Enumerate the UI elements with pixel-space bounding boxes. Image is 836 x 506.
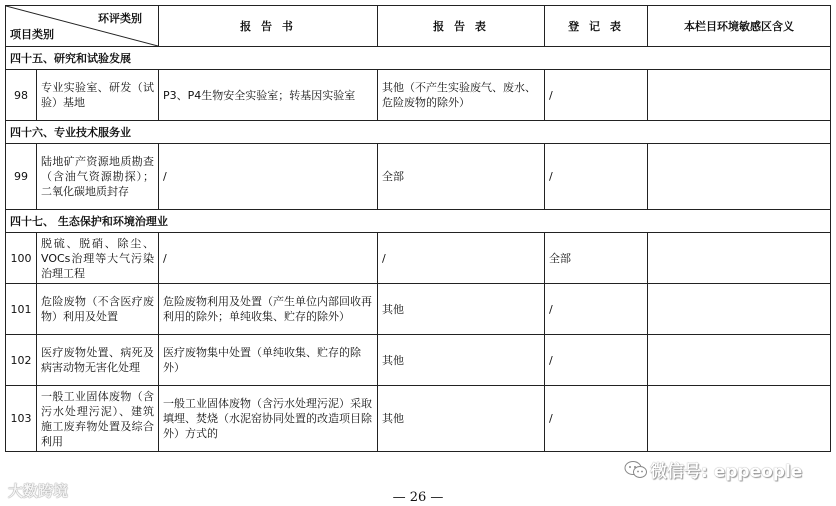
row-report: 医疗废物集中处置（单纯收集、贮存的除外） xyxy=(159,335,378,386)
header-form: 报 告 表 xyxy=(378,6,545,47)
row-project: 脱硫、脱硝、除尘、VOCs治理等大气污染治理工程 xyxy=(37,233,159,284)
row-report: 危险废物利用及处置（产生单位内部回收再利用的除外；单纯收集、贮存的除外） xyxy=(159,284,378,335)
row-report: P3、P4生物安全实验室；转基因实验室 xyxy=(159,70,378,121)
row-sensitive xyxy=(648,144,831,210)
corner-header-cell xyxy=(6,6,159,47)
wechat-icon xyxy=(624,460,648,485)
row-project: 医疗废物处置、病死及病害动物无害化处理 xyxy=(37,335,159,386)
section-title: 四十七、 生态保护和环境治理业 xyxy=(6,210,831,233)
row-register: / xyxy=(545,386,648,452)
row-project: 危险废物（不含医疗废物）利用及处置 xyxy=(37,284,159,335)
row-project: 专业实验室、研发（试验）基地 xyxy=(37,70,159,121)
header-sensitive: 本栏目环境敏感区含义 xyxy=(648,6,831,47)
row-form: 其他 xyxy=(378,284,545,335)
watermark-left: 大数跨境 xyxy=(8,482,69,500)
row-form: 其他 xyxy=(378,335,545,386)
table-row xyxy=(6,386,831,452)
section-title: 四十六、专业技术服务业 xyxy=(6,121,831,144)
header-register: 登 记 表 xyxy=(545,6,648,47)
row-register: / xyxy=(545,70,648,121)
corner-bottom-left-label: 项目类别 xyxy=(10,28,54,41)
row-number: 100 xyxy=(6,233,37,284)
row-form: / xyxy=(378,233,545,284)
row-form: 全部 xyxy=(378,144,545,210)
row-sensitive xyxy=(648,386,831,452)
table-row xyxy=(6,335,831,386)
eia-category-table xyxy=(5,5,831,452)
row-number: 99 xyxy=(6,144,37,210)
row-project: 陆地矿产资源地质勘查（含油气资源勘探）；二氧化碳地质封存 xyxy=(37,144,159,210)
section-title: 四十五、研究和试验发展 xyxy=(6,47,831,70)
table-row xyxy=(6,70,831,121)
row-register: 全部 xyxy=(545,233,648,284)
corner-top-right-label: 环评类别 xyxy=(98,12,142,25)
row-report: / xyxy=(159,144,378,210)
row-register: / xyxy=(545,284,648,335)
row-project: 一般工业固体废物（含污水处理污泥）、建筑施工废弃物处置及综合利用 xyxy=(37,386,159,452)
page-number: — 26 — xyxy=(392,490,444,505)
row-number: 103 xyxy=(6,386,37,452)
row-register: / xyxy=(545,335,648,386)
section-row xyxy=(6,210,831,233)
row-sensitive xyxy=(648,335,831,386)
row-register: / xyxy=(545,144,648,210)
section-row xyxy=(6,47,831,70)
row-report: / xyxy=(159,233,378,284)
row-form: 其他 xyxy=(378,386,545,452)
table-row xyxy=(6,233,831,284)
row-sensitive xyxy=(648,233,831,284)
table-header-row xyxy=(6,6,831,47)
row-number: 102 xyxy=(6,335,37,386)
row-number: 101 xyxy=(6,284,37,335)
row-sensitive xyxy=(648,284,831,335)
row-report: 一般工业固体废物（含污水处理污泥）采取填埋、焚烧（水泥窑协同处置的改造项目除外）方式的 xyxy=(159,386,378,452)
row-sensitive xyxy=(648,70,831,121)
row-number: 98 xyxy=(6,70,37,121)
watermark-right xyxy=(624,457,802,485)
section-row xyxy=(6,121,831,144)
row-form: 其他（不产生实验废气、废水、危险废物的除外） xyxy=(378,70,545,121)
table-row xyxy=(6,144,831,210)
header-report: 报 告 书 xyxy=(159,6,378,47)
watermark-right-text: 微信号: eppeople xyxy=(650,462,803,482)
table-row xyxy=(6,284,831,335)
